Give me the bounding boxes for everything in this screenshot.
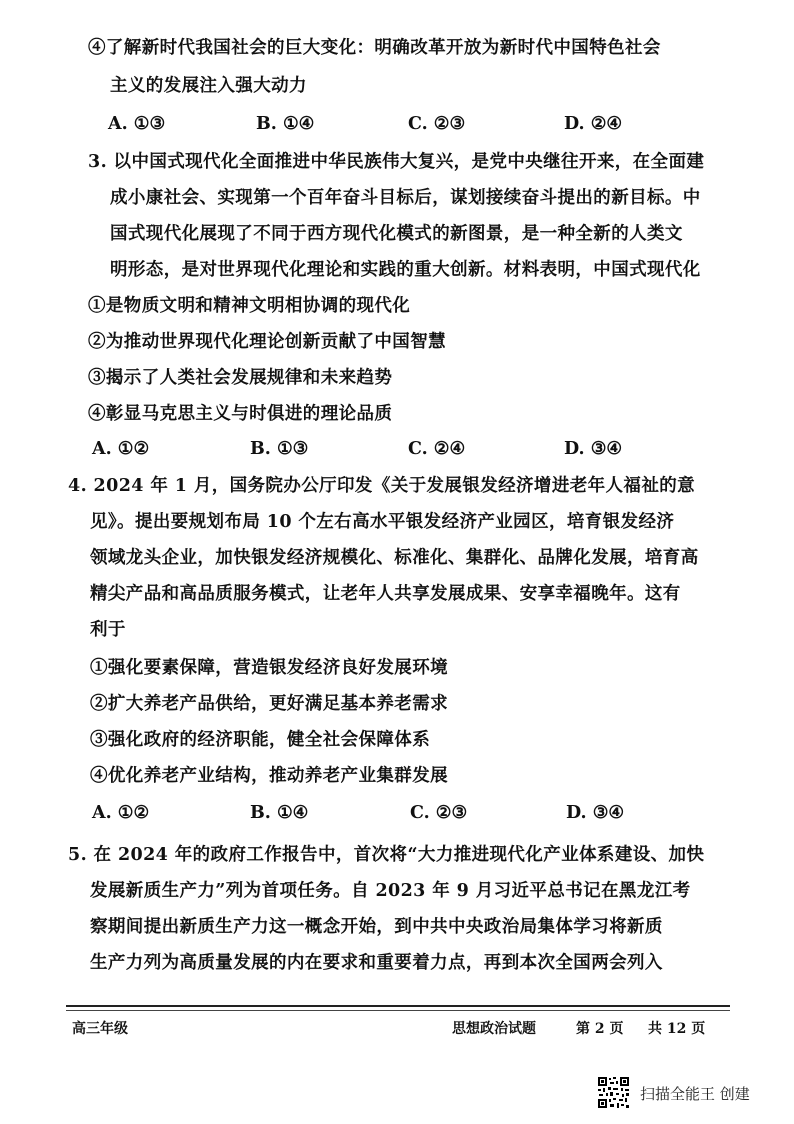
q4-option-b: B. ①④ [250,803,309,823]
footer-subject: 思想政治试题 [452,1021,536,1037]
q5-stem-line-2: 发展新质生产力”列为首项任务。自 2023 年 9 月习近平总书记在黑龙江考 [90,881,691,901]
q3-option-b: B. ①③ [250,439,309,459]
q4-stem-line-2: 见》。提出要规划布局 10 个左右高水平银发经济产业园区，培育银发经济 [90,512,675,532]
q4-item-1: ①强化要素保障，营造银发经济良好发展环境 [90,658,448,678]
q2-item-4-line-2: 主义的发展注入强大动力 [110,76,307,96]
q4-option-d: D. ③④ [566,803,625,823]
q5-stem-line-4: 生产力列为高质量发展的内在要求和重要着力点，再到本次全国两会列入 [90,953,663,973]
q3-option-c: C. ②④ [408,439,466,459]
q4-stem-line-5: 利于 [90,620,126,640]
q2-option-b: B. ①④ [256,114,315,134]
q3-stem-line-3: 国式现代化展现了不同于西方现代化模式的新图景，是一种全新的人类文 [110,224,683,244]
q3-stem-line-4: 明形态，是对世界现代化理论和实践的重大创新。材料表明，中国式现代化 [110,260,701,280]
q4-stem-line-1: 4. 2024 年 1 月，国务院办公厅印发《关于发展银发经济增进老年人福祉的意 [68,476,696,496]
q4-item-2: ②扩大养老产品供给，更好满足基本养老需求 [90,694,448,714]
q2-option-a: A. ①③ [108,114,166,134]
qr-code-icon [597,1076,630,1109]
q2-option-d: D. ②④ [564,114,623,134]
q3-option-a: A. ①② [92,439,150,459]
q3-item-3: ③揭示了人类社会发展规律和未来趋势 [88,368,393,388]
q3-item-1: ①是物质文明和精神文明相协调的现代化 [88,296,411,316]
footer-rule [66,1005,730,1007]
footer-total-pages: 共 12 页 [648,1021,706,1037]
footer-grade: 高三年级 [72,1021,128,1037]
footer-page-number: 第 2 页 [576,1021,624,1037]
q4-stem-line-3: 领域龙头企业，加快银发经济规模化、标准化、集群化、品牌化发展，培育高 [90,548,699,568]
q4-item-3: ③强化政府的经济职能，健全社会保障体系 [90,730,431,750]
q3-stem-line-1: 3. 以中国式现代化全面推进中华民族伟大复兴，是党中央继往开来，在全面建 [88,152,705,172]
q5-stem-line-3: 察期间提出新质生产力这一概念开始，到中共中央政治局集体学习将新质 [90,917,663,937]
q3-item-2: ②为推动世界现代化理论创新贡献了中国智慧 [88,332,446,352]
q3-stem-line-2: 成小康社会、实现第一个百年奋斗目标后，谋划接续奋斗提出的新目标。中 [110,188,701,208]
q2-option-c: C. ②③ [408,114,466,134]
q4-option-c: C. ②③ [410,803,468,823]
q4-item-4: ④优化养老产业结构，推动养老产业集群发展 [90,766,448,786]
footer-rule-thin [66,1010,730,1011]
q4-stem-line-4: 精尖产品和高品质服务模式，让老年人共享发展成果、安享幸福晚年。这有 [90,584,681,604]
q2-item-4-line-1: ④了解新时代我国社会的巨大变化：明确改革开放为新时代中国特色社会 [88,38,661,58]
q5-stem-line-1: 5. 在 2024 年的政府工作报告中，首次将“大力推进现代化产业体系建设、加快 [68,845,705,865]
scanner-watermark: 扫描全能王 创建 [640,1085,750,1103]
q3-item-4: ④彰显马克思主义与时俱进的理论品质 [88,404,393,424]
q4-option-a: A. ①② [92,803,150,823]
q3-option-d: D. ③④ [564,439,623,459]
